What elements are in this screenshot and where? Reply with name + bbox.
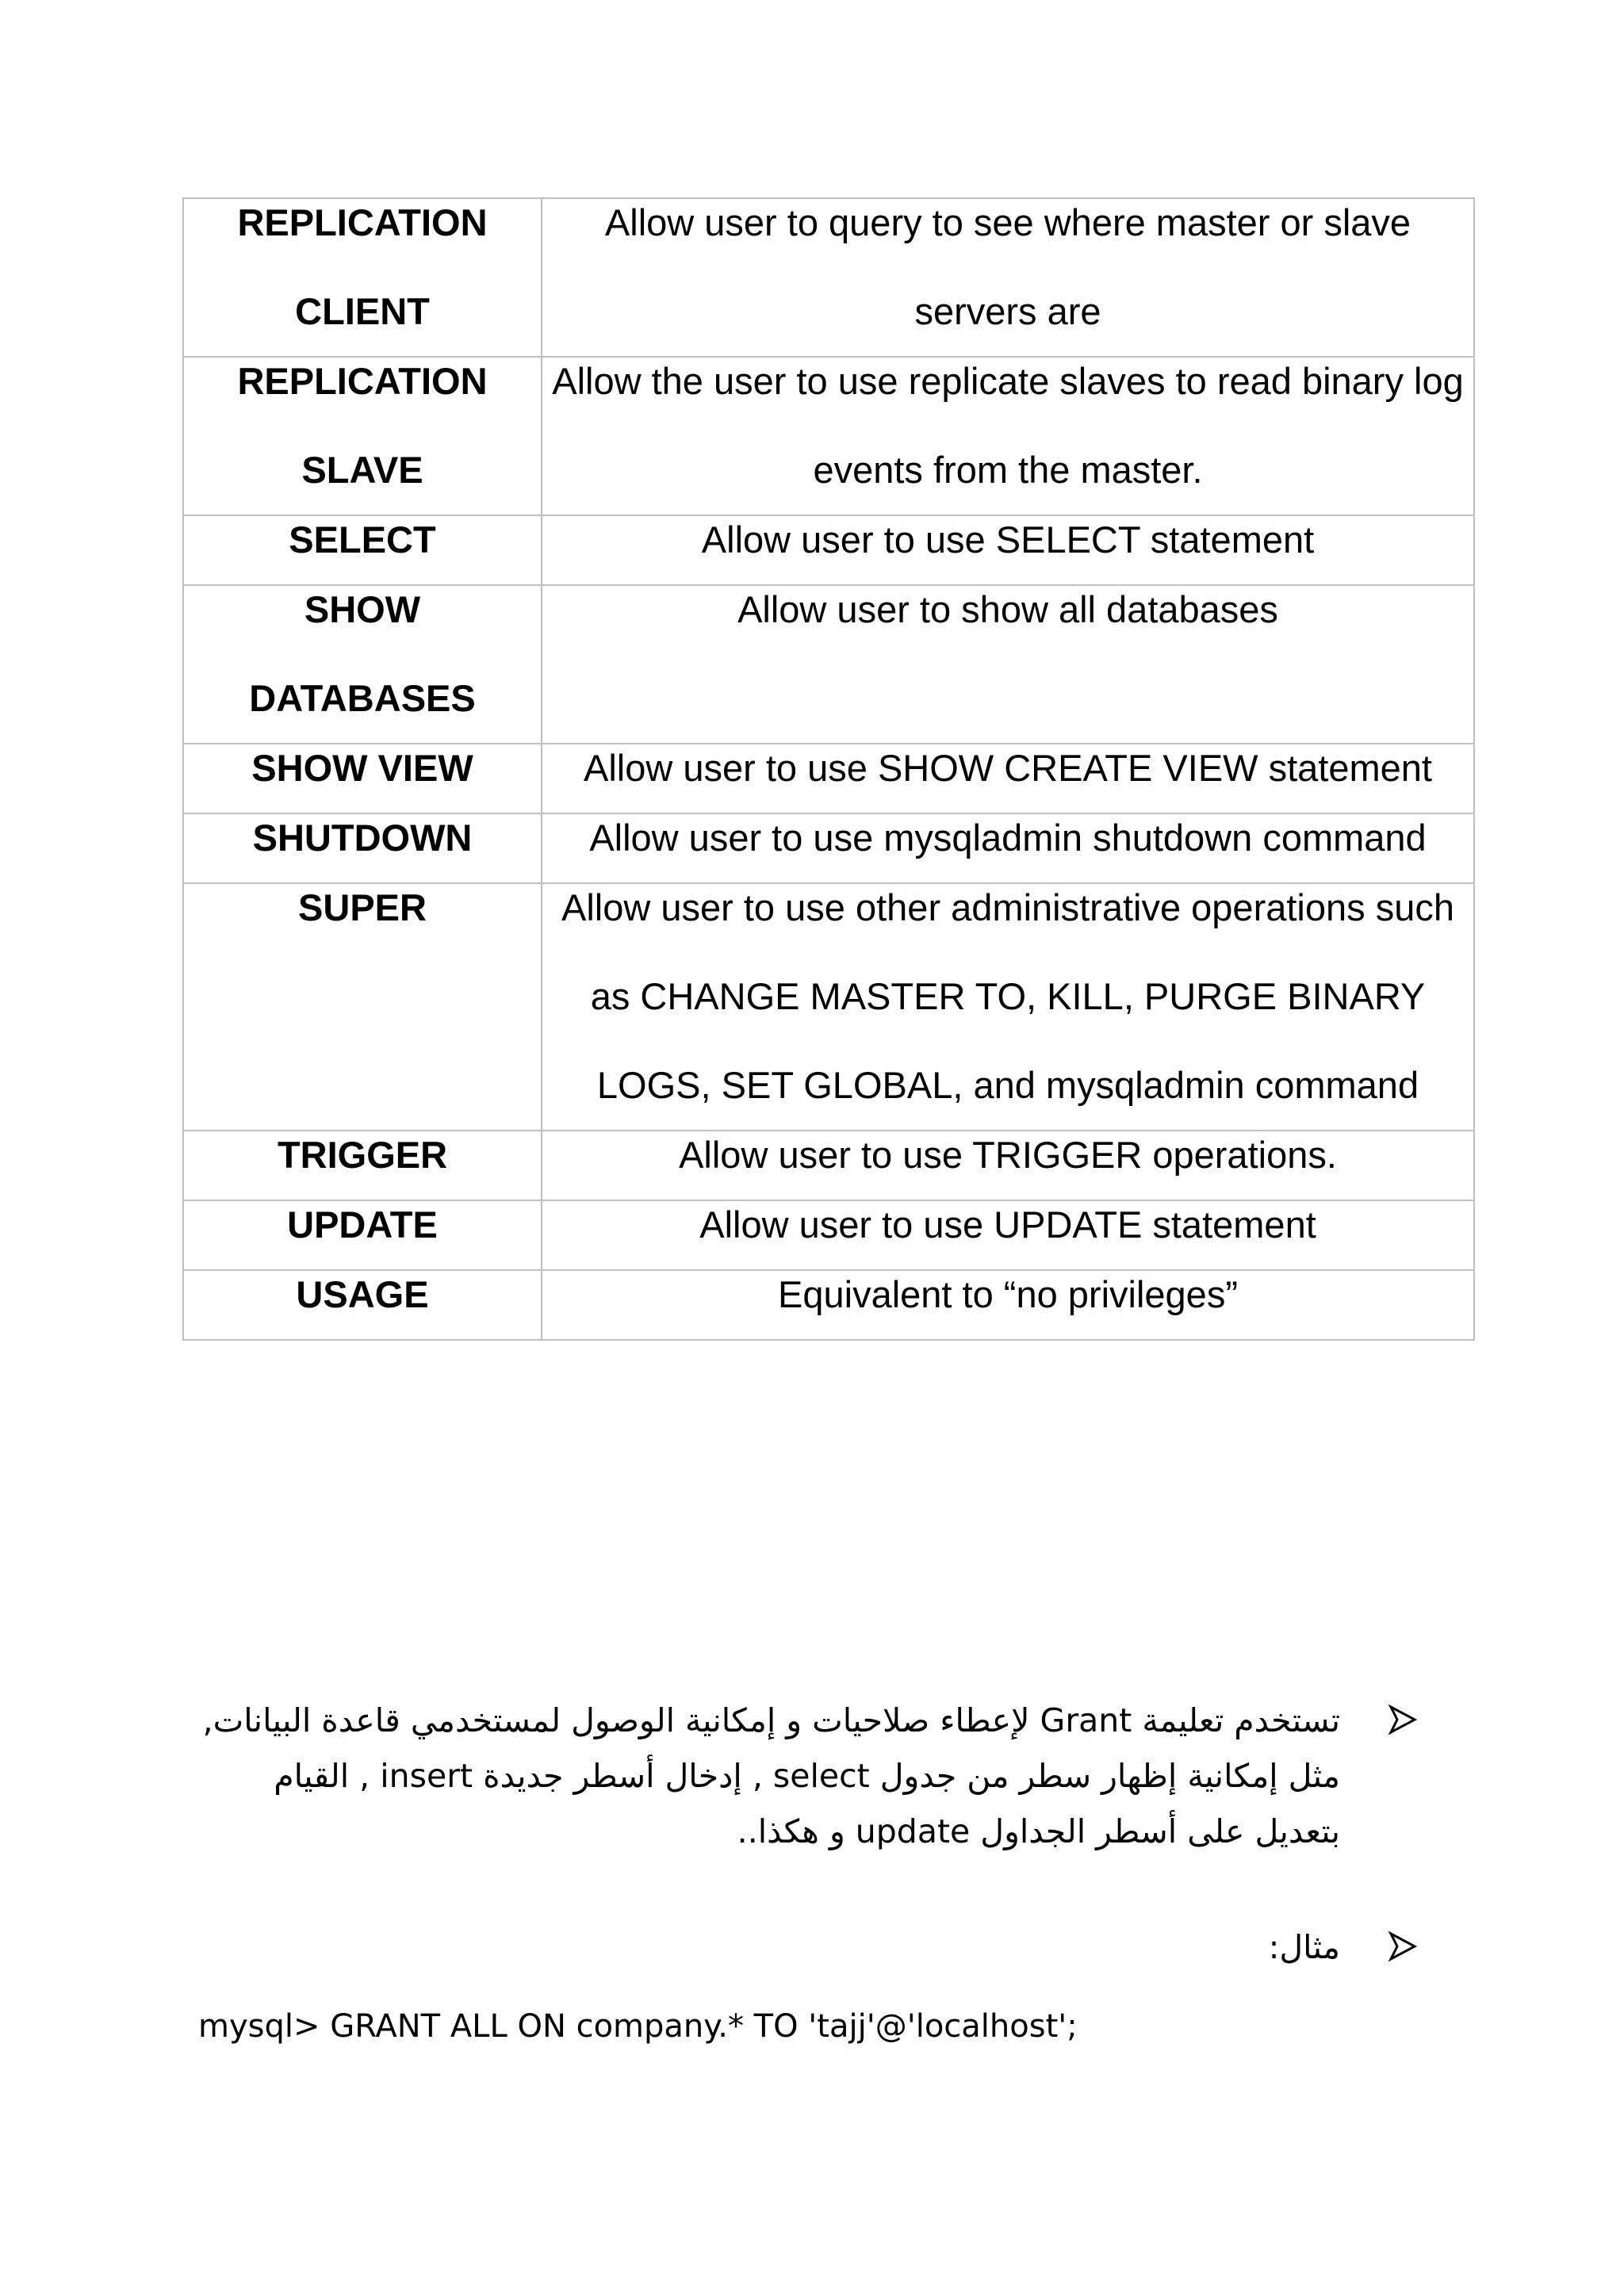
privilege-name: SHOW VIEW bbox=[251, 747, 473, 789]
grant-explanation-text: تستخدم تعليمة Grant لإعطاء صلاحيات و إمكانية الوصول لمستخدمي قاعدة البيانات, مثل إمكانية إظهار سطر من جدول select , إدخال أسطر جديدة insert , القيام بتعديل على أسطر الجداول update و هكذا.. bbox=[202, 1701, 1340, 1850]
privilege-description-cell bbox=[542, 1270, 1474, 1340]
privilege-description-cell bbox=[542, 357, 1474, 515]
privilege-description: Allow user to use other administrative operations such as CHANGE MASTER TO, KILL, PURGE BINARY LOGS, SET GLOBAL, and mysqladmin command bbox=[561, 886, 1454, 1106]
table-row bbox=[183, 198, 1474, 357]
table-row bbox=[183, 883, 1474, 1131]
privilege-name-cell bbox=[183, 585, 542, 744]
privilege-description: Allow user to show all databases bbox=[737, 588, 1278, 630]
privilege-description: Allow the user to use replicate slaves to read binary log events from the master. bbox=[552, 360, 1464, 491]
example-label-text: مثال: bbox=[1268, 1928, 1340, 1966]
privilege-description: Allow user to use SELECT statement bbox=[701, 519, 1315, 561]
table-row bbox=[183, 585, 1474, 744]
privilege-description: Equivalent to “no privileges” bbox=[778, 1273, 1238, 1315]
privilege-description: Allow user to use mysqladmin shutdown command bbox=[589, 817, 1427, 859]
arrowhead-bullet-icon bbox=[1386, 1931, 1418, 1962]
privilege-description: Allow user to use UPDATE statement bbox=[699, 1203, 1316, 1246]
privilege-name: TRIGGER bbox=[277, 1134, 448, 1176]
privileges-table bbox=[182, 197, 1475, 1341]
table-row bbox=[183, 1270, 1474, 1340]
arrowhead-bullet-icon bbox=[1386, 1704, 1418, 1735]
bullet-grant-explanation bbox=[182, 1693, 1404, 1859]
privilege-description-cell bbox=[542, 585, 1474, 744]
privilege-name: SHOW DATABASES bbox=[249, 588, 476, 719]
privilege-name: REPLICATION CLIENT bbox=[237, 201, 488, 332]
privilege-name: REPLICATION SLAVE bbox=[237, 360, 488, 491]
privilege-name: SELECT bbox=[289, 519, 436, 561]
privilege-description-cell bbox=[542, 883, 1474, 1131]
grant-example-command: mysql> GRANT ALL ON company.* TO 'tajj'@'localhost'; bbox=[198, 2008, 1078, 2045]
privilege-description: Allow user to use SHOW CREATE VIEW statement bbox=[584, 747, 1432, 789]
privilege-name-cell bbox=[183, 198, 542, 357]
privilege-name-cell bbox=[183, 357, 542, 515]
privilege-name: SUPER bbox=[298, 886, 427, 928]
explanation-bullets bbox=[182, 1693, 1404, 1975]
privilege-name: UPDATE bbox=[287, 1203, 438, 1246]
table-row bbox=[183, 357, 1474, 515]
privilege-description: Allow user to use TRIGGER operations. bbox=[679, 1134, 1337, 1176]
privileges-table-body bbox=[183, 198, 1474, 1340]
privilege-name: SHUTDOWN bbox=[252, 817, 473, 859]
privilege-name-cell bbox=[183, 1270, 542, 1340]
privilege-name-cell bbox=[183, 883, 542, 1131]
bullet-example-label bbox=[182, 1919, 1404, 1975]
privilege-description-cell bbox=[542, 198, 1474, 357]
privilege-name: USAGE bbox=[296, 1273, 429, 1315]
privilege-description: Allow user to query to see where master or slave servers are bbox=[604, 201, 1411, 332]
